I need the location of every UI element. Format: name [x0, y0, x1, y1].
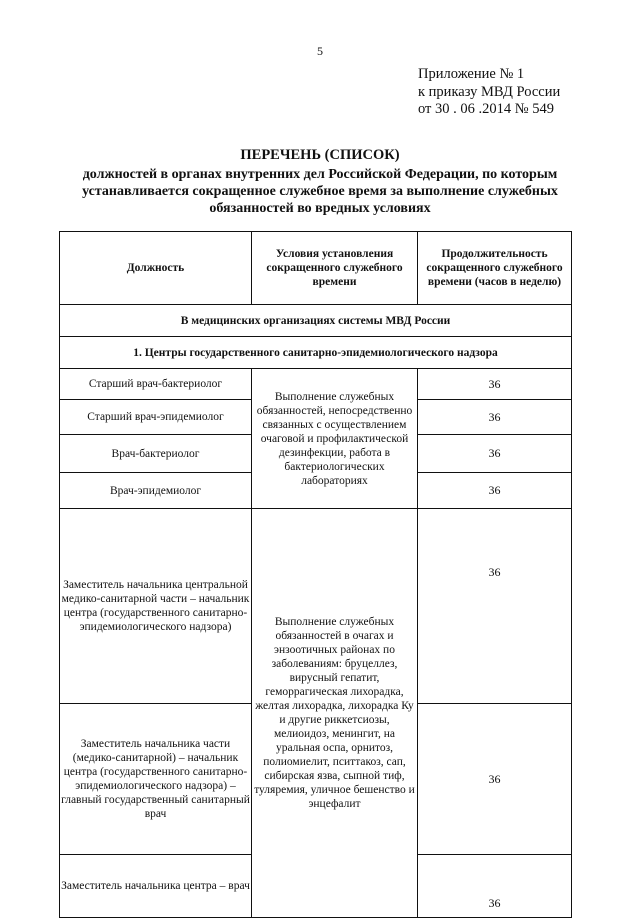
header-conditions: Условия установления сокращенного служебного времени	[252, 232, 418, 305]
document-title: ПЕРЕЧЕНЬ (СПИСОК)	[240, 147, 400, 163]
subsection-row	[60, 337, 572, 369]
condition-cell: Выполнение служебных обязанностей, непосредственно связанных с осуществлением очаговой и профилактической дезинфекции, работа в бактериологических лабораториях	[252, 369, 418, 509]
hours-cell: 36	[418, 704, 572, 855]
hours-cell: 36	[418, 473, 572, 509]
position-cell: Заместитель начальника части (медико-санитарной) – начальник центра (государственного санитарно-эпидемиологического надзора) – главный государственный санитарный врач	[60, 704, 252, 855]
header-position: Должность	[60, 232, 252, 305]
position-cell: Врач-бактериолог	[60, 435, 252, 473]
position-cell: Старший врач-бактериолог	[60, 369, 252, 400]
position-cell: Старший врач-эпидемиолог	[60, 400, 252, 435]
table-row	[60, 509, 572, 704]
section-row	[60, 305, 572, 337]
position-cell: Заместитель начальника центра – врач	[60, 855, 252, 918]
table-header-row	[60, 232, 572, 305]
page-number: 5	[317, 44, 323, 58]
hours-cell: 36	[418, 509, 572, 704]
table-row	[60, 369, 572, 400]
hours-cell: 36	[418, 369, 572, 400]
appendix-line-1: Приложение № 1	[418, 66, 525, 82]
document-subtitle: должностей в органах внутренних дел Российской Федерации, по которым устанавливается сокращенное служебное время за выполнение служебных обязанностей во вредных условиях	[82, 167, 558, 216]
positions-table	[59, 231, 572, 918]
hours-cell: 36	[418, 435, 572, 473]
position-cell: Заместитель начальника центральной медико-санитарной части – начальник центра (государственного санитарно-эпидемиологического надзора)	[60, 509, 252, 704]
subsection-title: 1. Центры государственного санитарно-эпидемиологического надзора	[60, 337, 572, 369]
position-cell: Врач-эпидемиолог	[60, 473, 252, 509]
appendix-line-2: к приказу МВД России	[418, 83, 561, 100]
appendix-line-3: от 30 . 06 .2014 № 549	[418, 101, 554, 117]
appendix-block	[418, 66, 560, 119]
condition-cell: Выполнение служебных обязанностей в очагах и энзоотичных районах по заболеваниям: бруцеллез, вирусный гепатит, геморрагическая лихорадка, желтая лихорадка, лихорадка Ку и другие риккетсиозы, мелиоидоз, менингит, на уральная оспа, орнитоз, полиомиелит, пситтакоз, сап, сибирская язва, сыпной тиф, туляремия, уличное бешенство и энцефалит	[252, 509, 418, 918]
header-duration: Продолжительность сокращенного служебного времени (часов в неделю)	[418, 232, 572, 305]
hours-cell: 36	[418, 855, 572, 918]
hours-cell: 36	[418, 400, 572, 435]
section-title: В медицинских организациях системы МВД России	[60, 305, 572, 337]
